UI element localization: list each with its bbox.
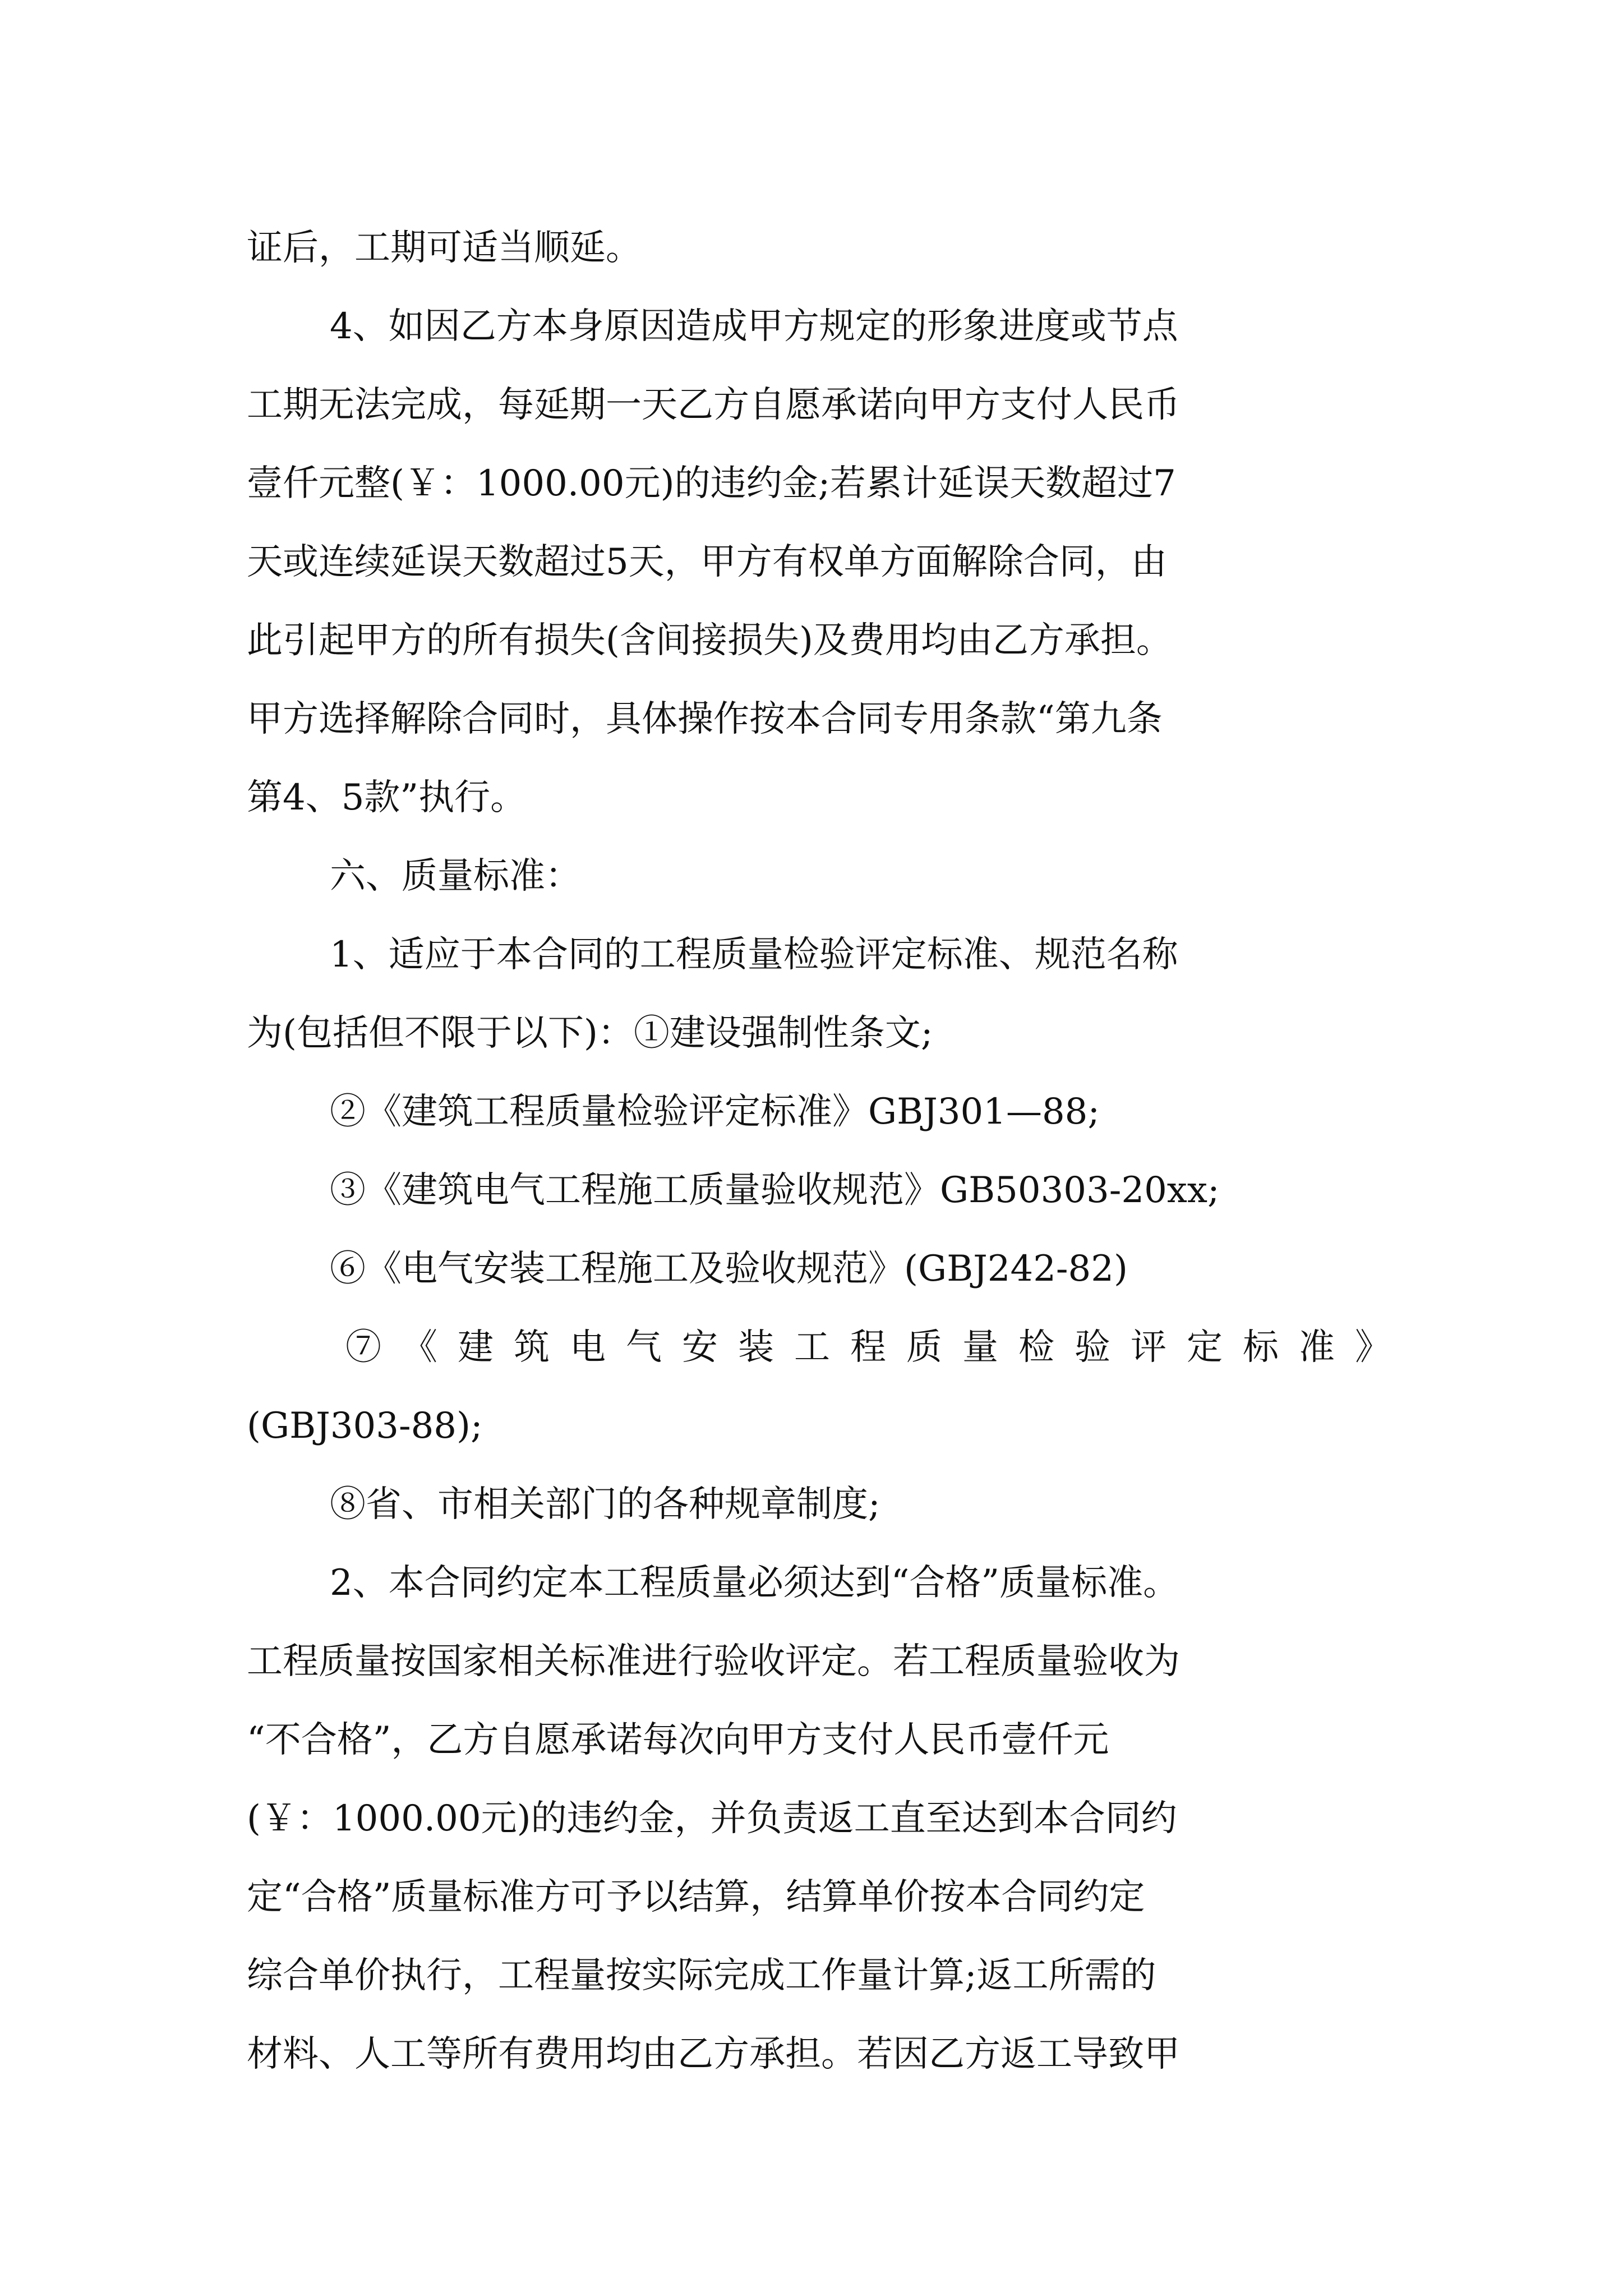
text-line: 工程质量按国家相关标准进行验收评定。若工程质量验收为 (247, 1641, 1180, 1682)
text-line: 4、如因乙方本身原因造成甲方规定的形象进度或节点 (330, 306, 1178, 347)
text-line: 综合单价执行，工程量按实际完成工作量计算;返工所需的 (247, 1955, 1156, 1996)
text-line: 此引起甲方的所有损失(含间接损失)及费用均由乙方承担。 (247, 620, 1172, 661)
text-line: 壹仟元整(￥：1000.00元)的违约金;若累计延误天数超过7 (247, 463, 1176, 504)
text-line: 工期无法完成，每延期一天乙方自愿承诺向甲方支付人民币 (247, 384, 1180, 426)
list-item: ⑥《电气安装工程施工及验收规范》(GBJ242-82) (330, 1248, 1128, 1290)
text-line: 材料、人工等所有费用均由乙方承担。若因乙方返工导致甲 (247, 2033, 1180, 2075)
text-line: 天或连续延误天数超过5天，甲方有权单方面解除合同，由 (247, 541, 1167, 583)
list-item: ⑦《建筑电气安装工程质量检验评定标准》 (345, 1327, 1411, 1368)
text-line: 第4、5款”执行。 (247, 777, 527, 818)
text-line: (GBJ303-88); (247, 1405, 483, 1447)
text-line: 为(包括但不限于以下)：①建设强制性条文; (247, 1013, 933, 1054)
text-line: 2、本合同约定本工程质量必须达到“合格”质量标准。 (330, 1562, 1179, 1604)
text-line: 甲方选择解除合同时，具体操作按本合同专用条款“第九条 (247, 698, 1163, 740)
section-heading: 六、质量标准： (330, 855, 581, 897)
list-item: ③《建筑电气工程施工质量验收规范》GB50303-20xx; (330, 1170, 1220, 1211)
text-line: 定“合格”质量标准方可予以结算，结算单价按本合同约定 (247, 1876, 1145, 1918)
list-item: ⑧省、市相关部门的各种规章制度; (330, 1484, 880, 1525)
text-line: 证后，工期可适当顺延。 (247, 227, 642, 269)
document-body (247, 209, 1411, 2093)
list-item: ②《建筑工程质量检验评定标准》GBJ301—88; (330, 1091, 1100, 1133)
text-line: 1、适应于本合同的工程质量检验评定标准、规范名称 (330, 934, 1178, 976)
text-line: (￥：1000.00元)的违约金，并负责返工直至达到本合同约 (247, 1798, 1177, 1839)
text-line: “不合格”，乙方自愿承诺每次向甲方支付人民币壹仟元 (247, 1719, 1109, 1761)
